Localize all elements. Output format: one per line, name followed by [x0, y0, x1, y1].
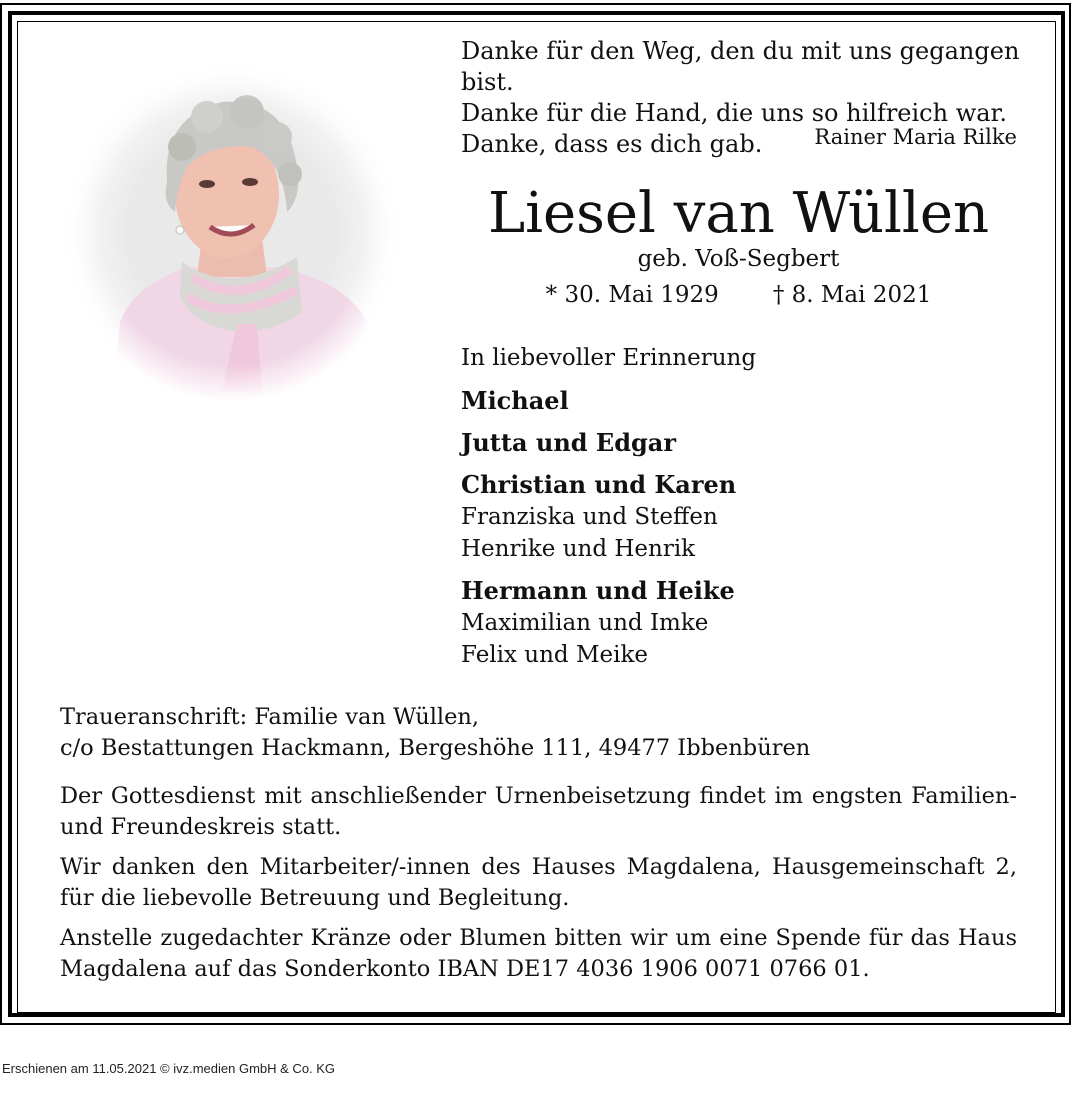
address-line: Traueranschrift: Familie van Wüllen, [60, 704, 480, 730]
mourner-name: Christian und Karen [461, 470, 737, 499]
deceased-name: Liesel van Wüllen [487, 181, 990, 246]
mourners-list [461, 343, 756, 671]
publication-footer: Erschienen am 11.05.2021 © ivz.medien GmbH & Co. KG [2, 1061, 336, 1076]
mourner-name: Hermann und Heike [461, 576, 735, 605]
mourner-subname: Henrike und Henrik [461, 536, 696, 562]
address-line: c/o Bestattungen Hackmann, Bergeshöhe 111, 49477 Ibbenbüren [60, 735, 811, 761]
mourners-intro: In liebevoller Erinnerung [461, 345, 757, 371]
mourning-address [60, 702, 810, 764]
notice-paragraphs [60, 781, 1017, 994]
service-paragraph: Der Gottesdienst mit anschließender Urnenbeisetzung findet im engsten Familien- und Freundeskreis statt. [60, 783, 1017, 840]
portrait-photo [62, 62, 402, 402]
mourner-subname: Franziska und Steffen [461, 504, 718, 530]
thanks-paragraph: Wir danken den Mitarbeiter/-innen des Hauses Magdalena, Hausgemeinschaft 2, für die liebevolle Betreuung und Begleitung. [60, 854, 1017, 911]
mourner-name: Jutta und Edgar [461, 428, 676, 457]
donation-paragraph: Anstelle zugedachter Kränze oder Blumen bitten wir um eine Spende für das Haus Magdalena auf das Sonderkonto IBAN DE17 4036 1906 0071 0766 01. [60, 925, 1017, 982]
life-dates [461, 282, 1016, 308]
quote-line: Danke für die Hand, die uns so hilfreich war. [461, 99, 1008, 127]
mourner-name: Michael [461, 386, 569, 415]
quote-author: Rainer Maria Rilke [814, 125, 1017, 149]
birth-name: geb. Voß-Segbert [637, 246, 840, 272]
birth-date: * 30. Mai 1929 [545, 282, 719, 308]
death-date: † 8. Mai 2021 [772, 282, 932, 308]
quote-line: Danke für den Weg, den du mit uns gegangen bist. [461, 37, 1020, 96]
mourner-subname: Felix und Meike [461, 642, 649, 668]
mourner-subname: Maximilian und Imke [461, 610, 709, 636]
quote-line: Danke, dass es dich gab. [461, 130, 763, 158]
